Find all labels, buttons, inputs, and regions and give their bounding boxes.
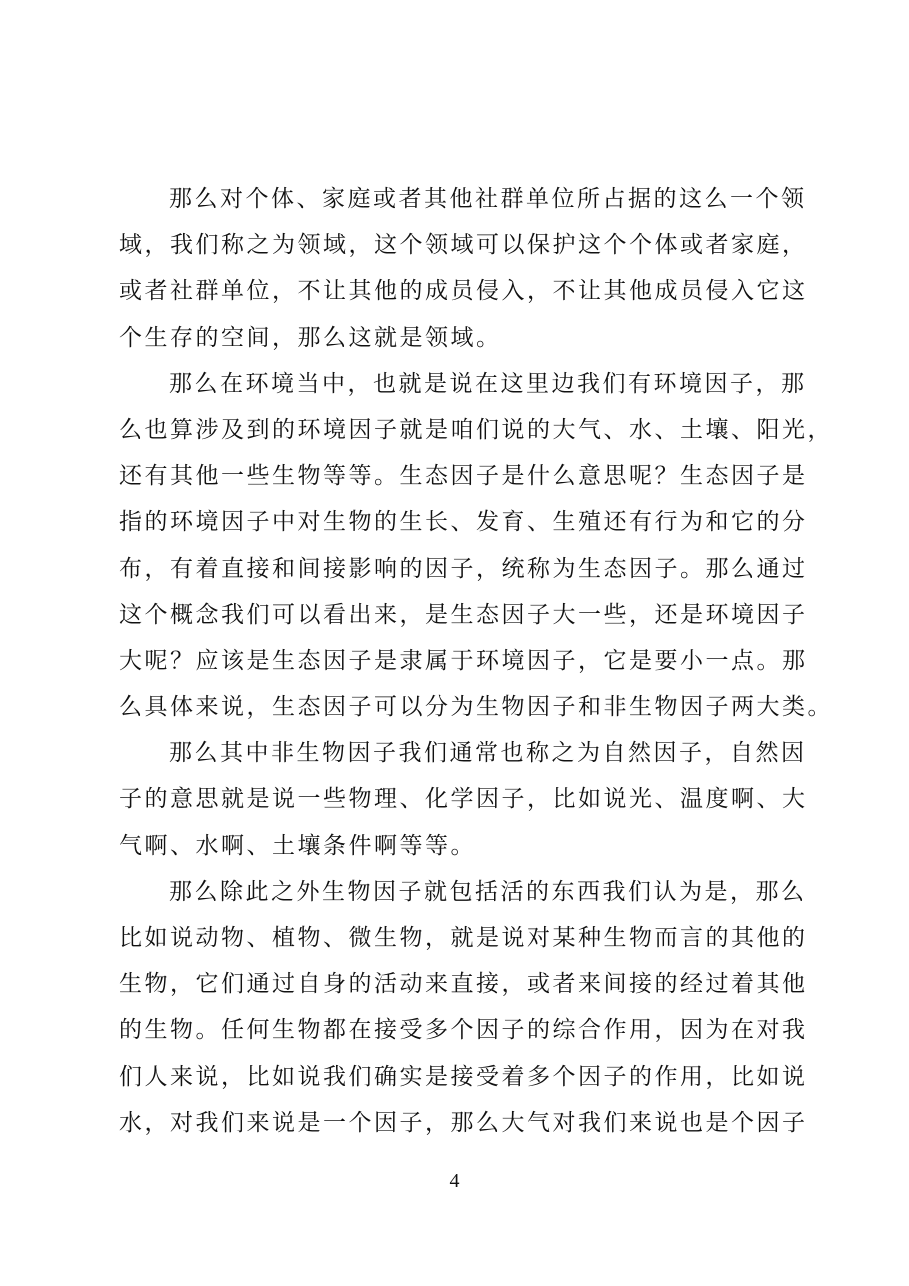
- paragraph-line: 的生物。任何生物都在接受多个因子的综合作用，因为在对我: [119, 1017, 808, 1044]
- paragraph-line: 那么除此之外生物因子就包括活的东西我们认为是，那么: [169, 878, 807, 905]
- paragraph-line: 域，我们称之为领域，这个领域可以保护这个个体或者家庭，: [119, 232, 808, 259]
- paragraph-line: 么也算涉及到的环境因子就是咱们说的大气、水、土壤、阳光，: [119, 416, 833, 443]
- paragraph-line: 个生存的空间，那么这就是领域。: [119, 324, 502, 351]
- paragraph-line: 么具体来说，生态因子可以分为生物因子和非生物因子两大类。: [119, 694, 833, 721]
- paragraph-line: 布，有着直接和间接影响的因子，统称为生态因子。那么通过: [119, 555, 808, 582]
- body-text: [119, 176, 833, 1146]
- paragraph-line: 比如说动物、植物、微生物，就是说对某种生物而言的其他的: [119, 925, 808, 951]
- paragraph-line: 指的环境因子中对生物的生长、发育、生殖还有行为和它的分: [119, 509, 808, 536]
- paragraph-line: 这个概念我们可以看出来，是生态因子大一些，还是环境因子: [119, 601, 808, 628]
- paragraph-line: 还有其他一些生物等等。生态因子是什么意思呢？生态因子是: [119, 463, 808, 490]
- paragraph-line: 水，对我们来说是一个因子，那么大气对我们来说也是个因子: [119, 1109, 808, 1136]
- paragraph-line: 子的意思就是说一些物理、化学因子，比如说光、温度啊、大: [119, 786, 808, 813]
- paragraph-line: 或者社群单位，不让其他的成员侵入，不让其他成员侵入它这: [119, 278, 808, 305]
- paragraph-line: 那么其中非生物因子我们通常也称之为自然因子，自然因: [169, 740, 807, 767]
- paragraph-line: 们人来说，比如说我们确实是接受着多个因子的作用，比如说: [119, 1063, 808, 1090]
- paragraph-line: 生物，它们通过自身的活动来直接，或者来间接的经过着其他: [119, 971, 808, 998]
- page-number: 4: [449, 1170, 460, 1192]
- paragraph-line: 大呢？应该是生态因子是隶属于环境因子，它是要小一点。那: [119, 647, 808, 674]
- paragraph-line: 那么在环境当中，也就是说在这里边我们有环境因子，那: [169, 370, 807, 397]
- paragraph-line: 那么对个体、家庭或者其他社群单位所占据的这么一个领: [169, 186, 807, 212]
- paragraph-line: 气啊、水啊、土壤条件啊等等。: [119, 832, 476, 859]
